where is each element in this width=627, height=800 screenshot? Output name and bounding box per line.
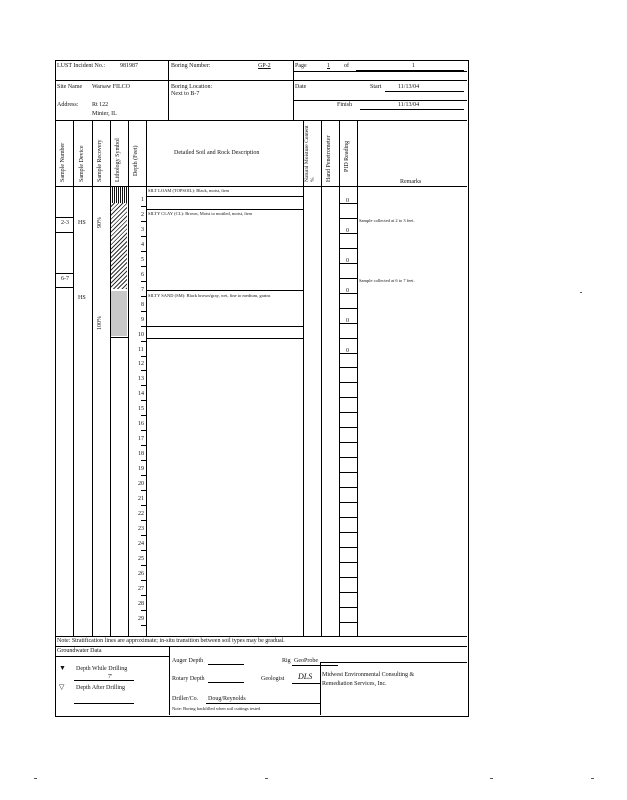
depth-label: 24	[138, 540, 144, 547]
pid-tick	[339, 562, 357, 563]
depth-label: 27	[138, 585, 144, 592]
col-penetrometer: Hand Penetrometer	[326, 135, 332, 182]
depth-tick	[141, 296, 146, 297]
scan-speck	[265, 778, 268, 779]
depth-tick	[141, 356, 146, 357]
rig-label: Rig	[282, 658, 291, 664]
depth-label: 20	[138, 481, 144, 488]
driller-value: Doug/Reynolds	[208, 696, 246, 702]
finish-date: 11/13/04	[398, 102, 420, 108]
depth-tick	[141, 206, 146, 207]
page-total: 1	[412, 63, 415, 69]
depth-tick	[141, 251, 146, 252]
depth-label: 4	[141, 241, 144, 248]
scan-speck	[490, 778, 493, 779]
pid-tick	[339, 502, 357, 503]
company-name-line2: Remediation Services, Inc.	[322, 681, 387, 687]
pid-tick	[339, 547, 357, 548]
depth-label: 29	[138, 615, 144, 622]
column-divider	[303, 120, 304, 636]
depth-tick	[141, 535, 146, 536]
auger-depth-underline	[208, 664, 244, 665]
footer-divider	[169, 646, 170, 715]
depth-label: 9	[141, 316, 144, 323]
header-divider	[293, 60, 294, 120]
of-label: of	[344, 63, 349, 69]
depth-label: 1	[141, 197, 144, 203]
column-divider	[128, 120, 129, 636]
date-label: Date	[295, 84, 307, 90]
page-total-underline	[356, 70, 464, 71]
column-divider	[357, 120, 358, 636]
col-depth: Depth (Feet)	[133, 145, 139, 176]
pid-reading: 0	[346, 348, 349, 354]
rotary-depth-underline	[208, 682, 244, 683]
depth-tick	[141, 430, 146, 431]
depth-label: 23	[138, 525, 144, 532]
layer-boundary	[146, 196, 303, 197]
depth-tick	[141, 281, 146, 282]
pid-tick	[339, 457, 357, 458]
pid-tick	[339, 203, 357, 204]
stratification-note: Note: Stratification lines are approximate; in-situ transition between soil types may be gradual.	[57, 638, 285, 644]
address-line2: Minier, IL	[92, 111, 117, 117]
sample-interval-line	[55, 232, 73, 233]
pid-tick	[339, 487, 357, 488]
depth-label: 26	[138, 570, 144, 577]
depth-tick	[141, 266, 146, 267]
depth-label: 3	[141, 226, 144, 233]
depth-while-drilling-label: Depth While Drilling	[76, 666, 128, 672]
address-label: Address:	[57, 102, 79, 108]
lithology-end	[110, 337, 128, 338]
water-level-after-icon: ▽	[59, 683, 65, 691]
sample-number: 2-3	[61, 220, 69, 226]
layer-boundary	[146, 326, 303, 327]
lithology-topsoil	[111, 187, 127, 203]
depth-tick	[141, 565, 146, 566]
depth-tick	[141, 460, 146, 461]
scan-speck	[34, 778, 37, 779]
depth-tick	[141, 475, 146, 476]
depth-tick	[141, 400, 146, 401]
col-lithology-symbol: Lithology Symbol	[115, 138, 121, 182]
boring-location-label: Boring Location:	[171, 84, 213, 90]
sample-interval-line	[55, 287, 73, 288]
pid-reading: 0	[346, 288, 349, 294]
scan-speck	[591, 778, 594, 779]
depth-label: 18	[138, 451, 144, 458]
depth-tick	[141, 415, 146, 416]
geologist-value: DLS	[298, 672, 313, 681]
description-topsoil: SILT LOAM (TOPSOIL): Black, moist, firm	[148, 188, 230, 193]
pid-reading: 0	[346, 258, 349, 264]
layer-boundary	[146, 338, 303, 339]
column-divider	[73, 120, 74, 636]
rotary-depth-label: Rotary Depth	[172, 676, 205, 682]
depth-label: 21	[138, 496, 144, 502]
column-divider	[92, 120, 93, 636]
page-number: 1	[327, 63, 330, 69]
geologist-underline	[292, 683, 320, 684]
header-divider	[294, 100, 467, 101]
depth-tick	[141, 550, 146, 551]
pid-tick	[339, 218, 357, 219]
pid-tick	[339, 577, 357, 578]
col-remarks: Remarks	[400, 179, 422, 185]
pid-tick	[339, 472, 357, 473]
pid-tick	[339, 263, 357, 264]
note-bottom	[55, 646, 467, 647]
depth-label: 15	[138, 406, 144, 413]
pid-reading: 0	[346, 318, 349, 324]
depth-label: 12	[138, 361, 144, 368]
depth-label: 8	[141, 301, 144, 308]
col-description: Detailed Soil and Rock Description	[174, 150, 260, 156]
col-sample-number: Sample Number	[60, 142, 66, 182]
incident-number: 981987	[120, 63, 138, 69]
sample-interval-line	[55, 273, 73, 274]
pid-tick	[339, 622, 357, 623]
col-moisture: Natural Moisture Content %	[304, 125, 316, 182]
depth-label: 19	[138, 466, 144, 473]
lithology-silty-clay	[111, 203, 127, 289]
depth-while-drilling-value: 7'	[108, 674, 113, 680]
depth-label: 14	[138, 391, 144, 398]
depth-label: 7	[141, 286, 144, 293]
col-pid: PID Reading	[344, 140, 350, 172]
depth-tick	[141, 580, 146, 581]
col-sample-recovery: Sample Recovery	[97, 139, 103, 182]
boring-location: Next to B-7	[171, 91, 200, 97]
depth-label: 10	[138, 331, 144, 338]
pid-tick	[339, 427, 357, 428]
pid-tick	[339, 293, 357, 294]
note-top	[55, 636, 467, 637]
col-sample-device: Sample Device	[79, 145, 85, 182]
depth-tick	[141, 595, 146, 596]
depth-tick	[141, 311, 146, 312]
boring-note: Note: Boring backfilled when soil cuttings tested	[172, 706, 261, 711]
layer-boundary	[146, 209, 303, 210]
pid-tick	[339, 532, 357, 533]
finish-label: Finish	[337, 102, 353, 108]
depth-tick	[141, 221, 146, 222]
start-label: Start	[370, 84, 382, 90]
header-divider	[294, 71, 467, 72]
depth-while-underline	[74, 680, 134, 681]
header-divider	[168, 60, 169, 120]
depth-label: 5	[141, 256, 144, 263]
depth-label: 6	[141, 271, 144, 278]
depth-label: 13	[138, 376, 144, 383]
depth-tick	[141, 490, 146, 491]
sample-remark: Sample collected at 6 to 7 feet.	[359, 278, 415, 283]
column-divider	[339, 120, 340, 636]
pid-tick	[339, 382, 357, 383]
header-divider	[55, 120, 467, 121]
pid-reading: 0	[346, 228, 349, 234]
layer-boundary	[146, 290, 303, 291]
pid-tick	[339, 412, 357, 413]
depth-tick	[141, 610, 146, 611]
depth-tick	[141, 370, 146, 371]
lithology-silty-sand	[111, 291, 127, 336]
pid-tick	[339, 607, 357, 608]
pid-tick	[339, 233, 357, 234]
sample-number: 6-7	[61, 276, 69, 282]
depth-tick	[141, 520, 146, 521]
sample-recovery: 90%	[97, 217, 103, 228]
rig-value: GeoProbe	[294, 658, 318, 664]
water-level-icon: ▼	[59, 664, 66, 672]
driller-label: Driller/Co.	[172, 696, 199, 702]
depth-tick	[141, 505, 146, 506]
start-date: 11/13/04	[398, 84, 420, 90]
scan-speck	[580, 292, 582, 293]
header-divider	[55, 80, 467, 81]
pid-tick	[339, 278, 357, 279]
pid-tick	[339, 323, 357, 324]
pid-tick	[339, 442, 357, 443]
address-line1: Rt 122	[92, 102, 109, 108]
pid-tick	[339, 353, 357, 354]
depth-label: 16	[138, 421, 144, 428]
sample-device: HS	[78, 220, 86, 226]
depth-after-drilling-label: Depth After Drilling	[76, 685, 125, 691]
sample-remark: Sample collected at 2 to 3 feet.	[359, 218, 415, 223]
depth-tick	[141, 385, 146, 386]
site-name: Warsaw FILCO	[92, 84, 131, 90]
boring-number-label: Boring Number:	[171, 63, 211, 69]
depth-tick	[141, 341, 146, 342]
depth-tick	[141, 236, 146, 237]
footer-divider	[320, 662, 321, 715]
finish-underline	[360, 109, 464, 110]
depth-label: 11	[138, 346, 144, 353]
pid-tick	[339, 517, 357, 518]
page-label: Page	[295, 63, 307, 69]
description-silty-sand: SILTY SAND (SM): Black brown/gray, wet, fine to medium, grains	[148, 293, 271, 298]
description-silty-clay: SILTY CLAY (CL): Brown, Moist to mottled, moist, firm	[148, 211, 252, 216]
driller-underline	[206, 703, 320, 704]
pid-tick	[339, 592, 357, 593]
company-name-line1: Midwest Environmental Consulting &	[322, 672, 415, 678]
sample-recovery: 100%	[97, 316, 103, 330]
footer-divider	[320, 662, 467, 663]
depth-tick	[141, 445, 146, 446]
groundwater-divider	[55, 656, 169, 657]
site-name-label: Site Name	[57, 84, 83, 90]
geologist-label: Geologist	[261, 676, 285, 682]
pid-tick	[339, 248, 357, 249]
auger-depth-label: Auger Depth	[172, 658, 204, 664]
depth-label: 22	[138, 510, 144, 517]
boring-number: GP-2	[258, 63, 271, 69]
sample-device: HS	[78, 295, 86, 301]
column-divider	[321, 120, 322, 636]
start-underline	[385, 91, 464, 92]
incident-label: LUST Incident No.:	[57, 63, 106, 69]
pid-tick	[339, 308, 357, 309]
depth-label: 17	[138, 436, 144, 443]
rig-underline	[292, 665, 338, 666]
depth-label: 25	[138, 555, 144, 562]
depth-label: 2	[141, 211, 144, 218]
pid-reading: 0	[346, 198, 349, 204]
sample-interval-line	[55, 217, 73, 218]
depth-tick	[141, 625, 146, 626]
depth-after-underline	[74, 703, 134, 704]
depth-label: 28	[138, 600, 144, 607]
pid-tick	[339, 397, 357, 398]
column-divider	[146, 120, 147, 636]
pid-tick	[339, 338, 357, 339]
groundwater-label: Groundwater Data	[57, 648, 102, 654]
pid-tick	[339, 367, 357, 368]
